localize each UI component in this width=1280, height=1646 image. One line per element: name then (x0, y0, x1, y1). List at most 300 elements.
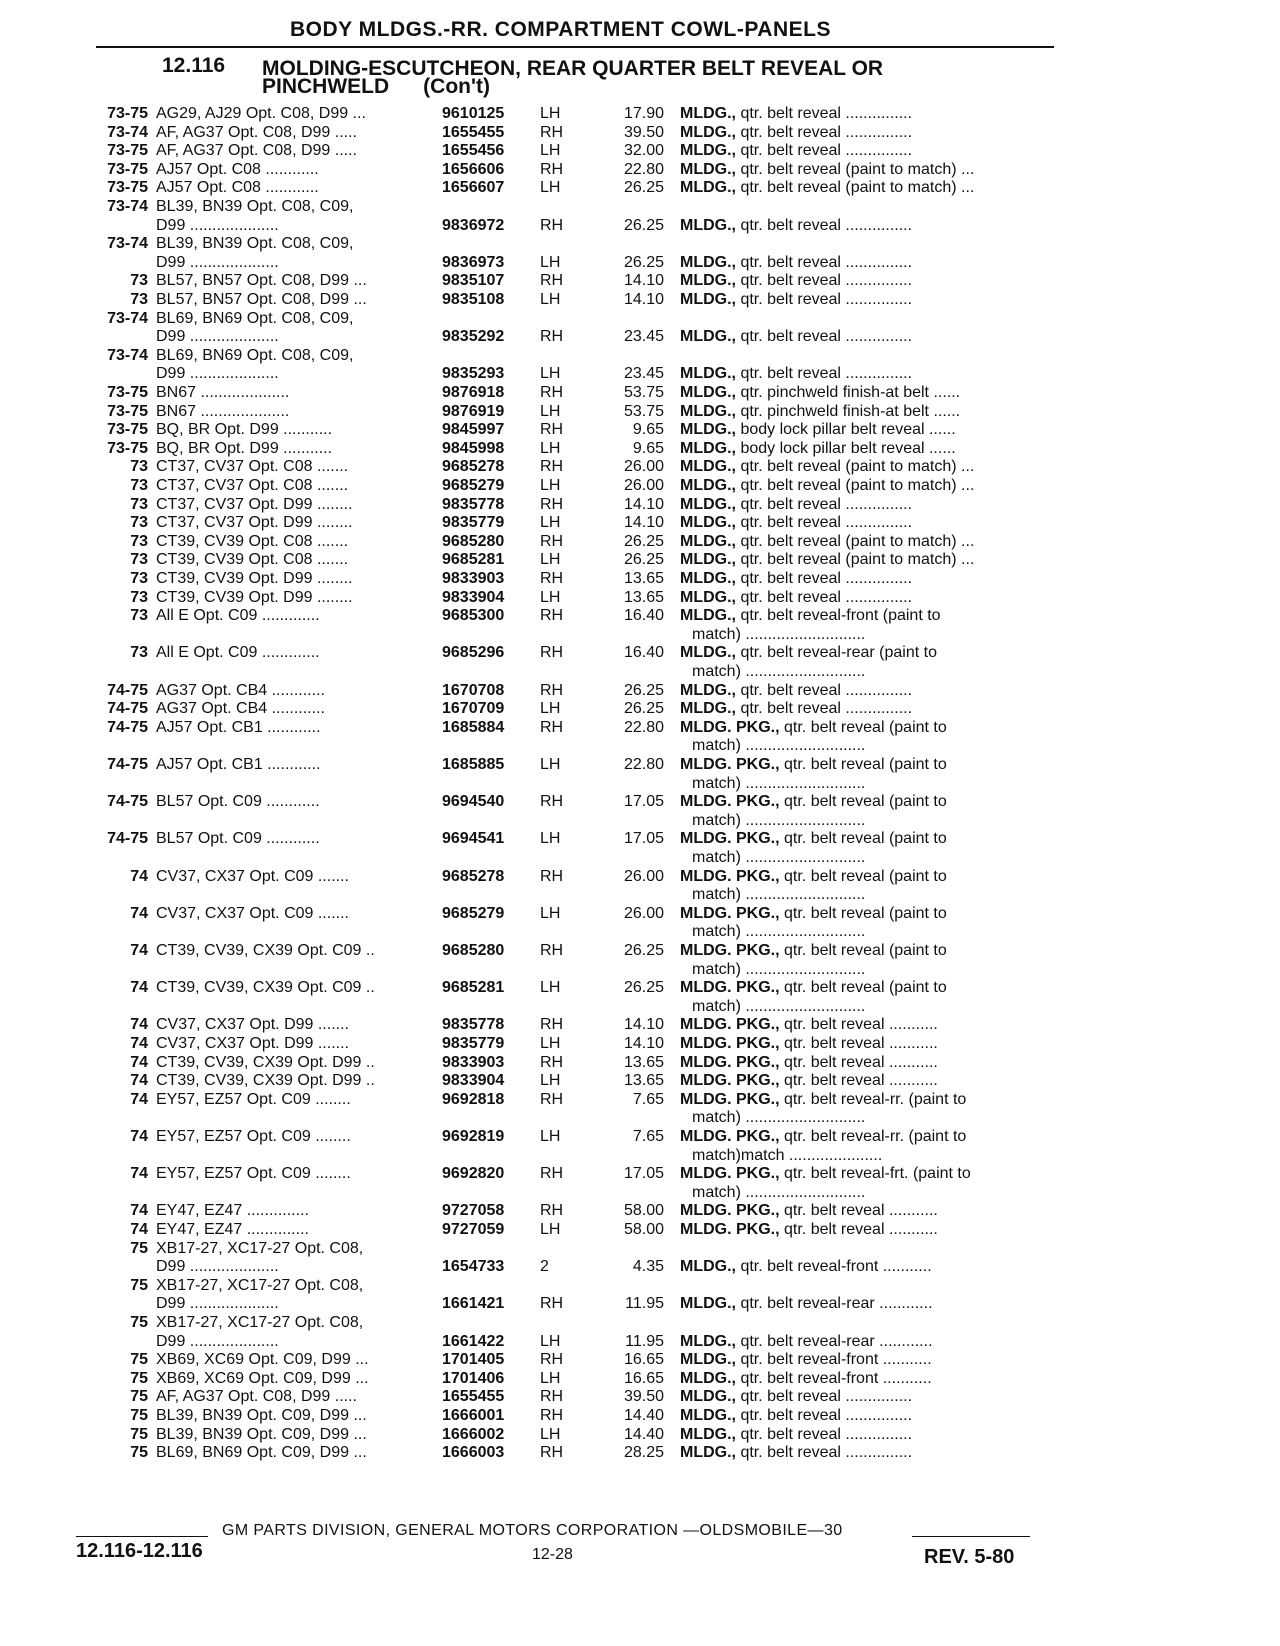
side-code: RH (540, 495, 564, 513)
part-description (680, 328, 1050, 346)
price: 53.75 (623, 384, 664, 401)
price: 13.65 (623, 588, 664, 606)
side-code: RH (540, 607, 564, 625)
description-text: qtr. belt reveal (paint to (779, 793, 947, 811)
description-prefix: MLDG., (680, 142, 736, 160)
price: 23.45 (623, 365, 664, 383)
model-year: 75 (130, 1444, 148, 1462)
part-description (680, 291, 1050, 309)
description-prefix: MLDG., (680, 1444, 736, 1462)
description-text: qtr. belt reveal ............... (736, 588, 913, 606)
description-text: qtr. belt reveal (paint to (779, 830, 947, 848)
parts-row (0, 1240, 1280, 1258)
price: 17.05 (623, 1165, 664, 1183)
part-number: 1685885 (442, 756, 505, 773)
description-text: qtr. belt reveal ........... (779, 1072, 938, 1090)
model-application: D99 .................... (156, 365, 279, 383)
part-number: 9685300 (442, 607, 505, 625)
model-year: 74 (130, 867, 148, 885)
model-year: 73 (130, 291, 148, 308)
model-application: BL69, BN69 Opt. C08, C09, (156, 309, 354, 327)
model-year: 73 (130, 514, 148, 532)
description-prefix: MLDG., (680, 179, 736, 197)
side-code: RH (540, 1016, 564, 1034)
model-application: XB17-27, XC17-27 Opt. C08, (156, 1276, 364, 1294)
model-application: D99 .................... (156, 328, 279, 346)
part-number: 9727058 (442, 1202, 505, 1220)
price: 39.50 (623, 1388, 664, 1406)
model-year: 73 (130, 532, 148, 550)
model-application: BL39, BN39 Opt. C09, D99 ... (156, 1425, 367, 1443)
parts-row (0, 458, 1280, 476)
side-code: RH (540, 1388, 564, 1406)
model-year: 74-75 (107, 756, 148, 773)
parts-row (0, 142, 1280, 160)
parts-row-continuation (0, 886, 1280, 904)
side-code: LH (540, 439, 561, 457)
price: 14.10 (623, 495, 664, 513)
side-code: RH (540, 160, 564, 178)
side-code: RH (540, 384, 564, 401)
part-description (680, 217, 1050, 235)
model-application: BL39, BN39 Opt. C08, C09, (156, 198, 354, 215)
parts-row (0, 1351, 1280, 1369)
model-year: 74 (130, 1202, 148, 1220)
model-year: 73-74 (107, 346, 148, 364)
parts-row-continuation (0, 626, 1280, 644)
side-code: LH (540, 402, 561, 420)
part-description (680, 1128, 1050, 1146)
description-prefix: MLDG., (680, 439, 736, 457)
model-application: AJ57 Opt. C08 ............ (156, 160, 319, 178)
description-continuation: match) ........................... (692, 1109, 866, 1127)
description-text: qtr. belt reveal-front ........... (736, 1369, 932, 1387)
parts-row-continuation (0, 849, 1280, 867)
parts-row (0, 905, 1280, 923)
model-application: EY57, EZ57 Opt. C09 ........ (156, 1090, 351, 1108)
model-year: 75 (130, 1407, 148, 1424)
description-text: qtr. belt reveal ........... (779, 1053, 938, 1071)
side-code: LH (540, 1332, 561, 1350)
parts-row (0, 1202, 1280, 1220)
model-year: 74 (130, 942, 148, 959)
part-number: 9685281 (442, 551, 505, 569)
part-number: 9685280 (442, 532, 505, 550)
model-year: 73 (130, 272, 148, 290)
part-description (680, 551, 1050, 569)
side-code: LH (540, 1035, 561, 1052)
parts-row (0, 421, 1280, 439)
part-number: 9835778 (442, 495, 505, 513)
parts-row (0, 496, 1280, 514)
parts-row (0, 328, 1280, 346)
part-number: 9835779 (442, 1035, 505, 1052)
side-code: LH (540, 291, 561, 308)
description-text: qtr. belt reveal-front ........... (736, 1258, 932, 1276)
description-prefix: MLDG., (680, 700, 736, 718)
model-application: BL39, BN39 Opt. C09, D99 ... (156, 1407, 367, 1424)
model-year: 73 (130, 551, 148, 569)
description-text: qtr. belt reveal (paint to match) ... (736, 458, 975, 476)
parts-row (0, 1314, 1280, 1332)
parts-row (0, 942, 1280, 960)
parts-row-continuation (0, 1147, 1280, 1165)
description-prefix: MLDG., (680, 328, 736, 346)
price: 13.65 (623, 1072, 664, 1090)
price: 11.95 (625, 1332, 664, 1350)
parts-row (0, 1016, 1280, 1034)
footer-rule-left (76, 1536, 208, 1537)
model-application: D99 .................... (156, 1258, 279, 1276)
parts-row-continuation (0, 775, 1280, 793)
description-text: qtr. belt reveal-front (paint to (736, 607, 941, 625)
description-text: qtr. belt reveal (paint to (779, 942, 947, 959)
description-prefix: MLDG., (680, 291, 736, 308)
description-prefix: MLDG., (680, 272, 736, 290)
side-code: RH (540, 1407, 564, 1424)
model-year: 73-74 (107, 198, 148, 215)
part-description (680, 533, 1050, 551)
description-prefix: MLDG., (680, 1258, 736, 1276)
description-prefix: MLDG., (680, 1425, 736, 1443)
part-description (680, 179, 1050, 197)
price: 26.00 (623, 904, 664, 922)
model-application: CT37, CV37 Opt. C08 ....... (156, 458, 349, 476)
model-application: EY57, EZ57 Opt. C09 ........ (156, 1128, 351, 1145)
part-description (680, 384, 1050, 402)
parts-row (0, 682, 1280, 700)
part-number: 9835107 (442, 272, 505, 290)
model-application: CT39, CV39, CX39 Opt. C09 .. (156, 979, 375, 997)
parts-row (0, 551, 1280, 569)
parts-row (0, 161, 1280, 179)
price: 22.80 (623, 160, 664, 178)
description-text: qtr. belt reveal-front ........... (736, 1351, 932, 1369)
price: 11.95 (625, 1295, 664, 1313)
parts-row (0, 1388, 1280, 1406)
model-application: AJ57 Opt. CB1 ............ (156, 756, 321, 773)
parts-row (0, 440, 1280, 458)
description-prefix: MLDG., (680, 1388, 736, 1406)
description-text: qtr. belt reveal ............... (736, 253, 913, 271)
side-code: RH (540, 793, 564, 811)
model-year: 73-75 (107, 421, 148, 439)
description-text: qtr. pinchweld finish-at belt ...... (736, 402, 961, 420)
part-number: 9685296 (442, 644, 505, 662)
price: 53.75 (623, 402, 664, 420)
part-number: 1656606 (442, 160, 505, 178)
part-description (680, 1426, 1050, 1444)
part-description (680, 644, 1050, 662)
model-year: 73 (130, 644, 148, 662)
model-application: BL57 Opt. C09 ............ (156, 830, 320, 848)
part-description (680, 124, 1050, 142)
price: 14.10 (623, 1016, 664, 1034)
section-number: 12.116 (162, 54, 226, 77)
model-year: 75 (130, 1239, 148, 1257)
parts-row (0, 793, 1280, 811)
side-code: RH (540, 681, 564, 699)
side-code: LH (540, 253, 561, 271)
model-application: CV37, CX37 Opt. C09 ....... (156, 904, 349, 922)
part-number: 9835779 (442, 514, 505, 532)
description-text: qtr. belt reveal (paint to (779, 979, 947, 997)
model-application: XB69, XC69 Opt. C09, D99 ... (156, 1369, 369, 1387)
description-text: qtr. belt reveal-rr. (paint to (779, 1090, 967, 1108)
parts-row (0, 1426, 1280, 1444)
part-description (680, 1054, 1050, 1072)
part-number: 1670708 (442, 681, 505, 699)
description-text: qtr. belt reveal ............... (736, 1407, 913, 1424)
model-year: 74 (130, 1016, 148, 1034)
parts-row (0, 105, 1280, 123)
price: 26.25 (623, 532, 664, 550)
part-number: 1701406 (442, 1369, 505, 1387)
part-number: 9727059 (442, 1221, 505, 1238)
model-application: All E Opt. C09 ............. (156, 644, 320, 662)
parts-row (0, 384, 1280, 402)
description-text: qtr. belt reveal (paint to (779, 867, 947, 885)
parts-row (0, 570, 1280, 588)
side-code: RH (540, 1202, 564, 1220)
description-prefix: MLDG., (680, 514, 736, 532)
price: 26.25 (623, 681, 664, 699)
model-year: 75 (130, 1314, 148, 1331)
part-number: 9610125 (442, 105, 505, 122)
model-year: 73-75 (107, 402, 148, 420)
model-year: 73-74 (107, 309, 148, 327)
part-description (680, 905, 1050, 923)
model-year: 74 (130, 1165, 148, 1183)
side-code: RH (540, 942, 564, 959)
side-code: RH (540, 216, 564, 234)
model-year: 75 (130, 1425, 148, 1443)
model-year: 74-75 (107, 793, 148, 811)
description-prefix: MLDG., (680, 644, 736, 662)
description-prefix: MLDG. PKG., (680, 1072, 780, 1090)
description-text: qtr. belt reveal ............... (736, 1388, 913, 1406)
part-description (680, 1091, 1050, 1109)
parts-row (0, 1258, 1280, 1276)
price: 17.05 (623, 793, 664, 811)
model-application: AG37 Opt. CB4 ............ (156, 700, 325, 718)
parts-row (0, 235, 1280, 253)
price: 32.00 (623, 142, 664, 160)
parts-row (0, 1444, 1280, 1462)
model-application: CT39, CV39, CX39 Opt. D99 .. (156, 1053, 375, 1071)
part-description (680, 365, 1050, 383)
part-number: 9835292 (442, 328, 505, 346)
model-application: BN67 .................... (156, 402, 290, 420)
description-text: qtr. belt reveal-rr. (paint to (779, 1128, 967, 1145)
description-continuation: match) ........................... (692, 997, 866, 1015)
model-year: 74 (130, 1035, 148, 1052)
description-prefix: MLDG., (680, 607, 736, 625)
side-code: LH (540, 830, 561, 848)
model-application: CT37, CV37 Opt. C08 ....... (156, 477, 349, 494)
price: 14.10 (623, 291, 664, 308)
price: 28.25 (623, 1444, 664, 1462)
side-code: LH (540, 1425, 561, 1443)
description-prefix: MLDG. PKG., (680, 718, 780, 736)
part-description (680, 496, 1050, 514)
description-text: qtr. belt reveal ............... (736, 216, 913, 234)
price: 26.25 (623, 700, 664, 718)
part-description (680, 1333, 1050, 1351)
price: 26.25 (623, 551, 664, 569)
part-description (680, 254, 1050, 272)
footer-revision: REV. 5-80 (924, 1546, 1015, 1568)
description-text: qtr. belt reveal (paint to (779, 718, 947, 736)
side-code: RH (540, 1444, 564, 1462)
description-prefix: MLDG., (680, 253, 736, 271)
section-title-line1: MOLDING-ESCUTCHEON, REAR QUARTER BELT REVEAL OR (262, 57, 884, 80)
part-number: 9685279 (442, 904, 505, 922)
model-application: D99 .................... (156, 216, 279, 234)
part-number: 1654733 (442, 1258, 505, 1276)
description-prefix: MLDG. PKG., (680, 1221, 780, 1238)
part-number: 1666002 (442, 1425, 505, 1443)
description-text: qtr. belt reveal-rear ............ (736, 1295, 933, 1313)
parts-row (0, 1128, 1280, 1146)
parts-row (0, 1333, 1280, 1351)
part-description (680, 830, 1050, 848)
side-code: RH (540, 570, 564, 587)
part-description (680, 1072, 1050, 1090)
model-application: AG29, AJ29 Opt. C08, D99 ... (156, 105, 366, 122)
part-description (680, 979, 1050, 997)
part-number: 1701405 (442, 1351, 505, 1369)
part-number: 9836973 (442, 253, 505, 271)
part-number: 9692820 (442, 1165, 505, 1183)
part-number: 9835293 (442, 365, 505, 383)
price: 22.80 (623, 756, 664, 773)
model-year: 74 (130, 1221, 148, 1238)
model-application: AJ57 Opt. C08 ............ (156, 179, 319, 197)
part-description (680, 719, 1050, 737)
model-year: 73 (130, 607, 148, 625)
model-year: 73-75 (107, 142, 148, 160)
part-description (680, 1016, 1050, 1034)
description-prefix: MLDG., (680, 402, 736, 420)
description-text: qtr. belt reveal (paint to match) ... (736, 532, 975, 550)
part-description (680, 440, 1050, 458)
model-year: 75 (130, 1276, 148, 1294)
description-prefix: MLDG., (680, 365, 736, 383)
side-code: LH (540, 179, 561, 197)
parts-row (0, 124, 1280, 142)
side-code: LH (540, 904, 561, 922)
description-prefix: MLDG. PKG., (680, 1202, 780, 1220)
description-prefix: MLDG., (680, 1407, 736, 1424)
page-header-title: BODY MLDGS.-RR. COMPARTMENT COWL-PANELS (290, 18, 831, 41)
description-text: qtr. belt reveal ............... (736, 495, 913, 513)
part-description (680, 1295, 1050, 1313)
part-number: 9692819 (442, 1128, 505, 1145)
parts-row-continuation (0, 1184, 1280, 1202)
model-year: 73 (130, 458, 148, 476)
model-application: AJ57 Opt. CB1 ............ (156, 718, 321, 736)
description-prefix: MLDG., (680, 1369, 736, 1387)
price: 7.65 (632, 1090, 664, 1108)
part-description (680, 570, 1050, 588)
description-prefix: MLDG., (680, 160, 736, 178)
section-title-cont: (Con't) (423, 75, 490, 98)
description-prefix: MLDG., (680, 532, 736, 550)
parts-row-continuation (0, 998, 1280, 1016)
side-code: LH (540, 105, 561, 122)
price: 26.00 (623, 477, 664, 494)
side-code: LH (540, 551, 561, 569)
model-year: 73-75 (107, 179, 148, 197)
description-prefix: MLDG. PKG., (680, 904, 780, 922)
description-continuation: match) ........................... (692, 849, 866, 866)
parts-row-continuation (0, 1109, 1280, 1127)
model-application: D99 .................... (156, 1332, 279, 1350)
side-code: RH (540, 644, 564, 662)
model-application: BL57 Opt. C09 ............ (156, 793, 320, 811)
description-continuation: match) ........................... (692, 886, 866, 904)
description-text: qtr. belt reveal ............... (736, 142, 913, 160)
model-application: CT39, CV39 Opt. D99 ........ (156, 570, 353, 587)
description-continuation: match) ........................... (692, 663, 866, 680)
price: 26.25 (623, 216, 664, 234)
price: 14.40 (623, 1425, 664, 1443)
side-code: RH (540, 718, 564, 736)
side-code: RH (540, 867, 564, 885)
side-code: LH (540, 514, 561, 532)
part-number: 1656607 (442, 179, 505, 197)
model-application: EY57, EZ57 Opt. C09 ........ (156, 1165, 351, 1183)
part-number: 9833904 (442, 1072, 505, 1090)
side-code: LH (540, 142, 561, 160)
price: 13.65 (623, 570, 664, 587)
part-number: 9685278 (442, 458, 505, 476)
description-continuation: match) ........................... (692, 737, 866, 755)
description-continuation: match) ........................... (692, 774, 866, 792)
description-text: qtr. belt reveal ........... (779, 1035, 938, 1052)
model-year: 73 (130, 477, 148, 494)
price: 58.00 (623, 1202, 664, 1220)
parts-row-continuation (0, 737, 1280, 755)
description-prefix: MLDG. PKG., (680, 830, 780, 848)
model-application: CV37, CX37 Opt. D99 ....... (156, 1016, 349, 1034)
part-number: 9685278 (442, 867, 505, 885)
description-text: qtr. belt reveal ............... (736, 1425, 913, 1443)
parts-row (0, 1035, 1280, 1053)
part-number: 9833903 (442, 570, 505, 587)
part-description (680, 1202, 1050, 1220)
model-year: 73-75 (107, 439, 148, 457)
side-code: LH (540, 365, 561, 383)
part-number: 9833903 (442, 1053, 505, 1071)
model-application: BQ, BR Opt. D99 ........... (156, 421, 333, 439)
description-prefix: MLDG., (680, 477, 736, 494)
parts-row-continuation (0, 812, 1280, 830)
price: 16.40 (623, 644, 664, 662)
description-prefix: MLDG., (680, 1351, 736, 1369)
part-number: 9694541 (442, 830, 505, 848)
part-number: 9876919 (442, 402, 505, 420)
description-prefix: MLDG. PKG., (680, 942, 780, 959)
part-number: 9835778 (442, 1016, 505, 1034)
model-year: 73-75 (107, 384, 148, 401)
parts-row (0, 1221, 1280, 1239)
part-description (680, 682, 1050, 700)
side-code: LH (540, 1221, 561, 1238)
parts-row (0, 217, 1280, 235)
parts-row (0, 310, 1280, 328)
